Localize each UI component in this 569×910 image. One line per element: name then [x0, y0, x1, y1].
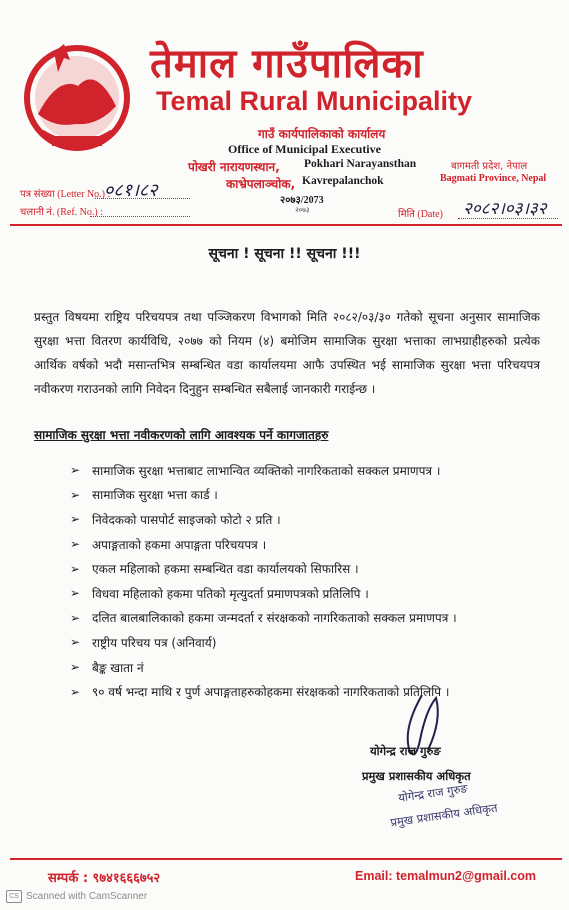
contact-number: सम्पर्क : ९७४१६६६७५२	[48, 871, 161, 886]
signatory-name: योगेन्द्र राज गुरुङ	[370, 744, 441, 758]
address-en: Pokhari Narayansthan	[304, 158, 417, 170]
header-divider	[10, 224, 562, 226]
province-en: Bagmati Province, Nepal	[440, 173, 547, 184]
list-item: ➢ निवेदकको पासपोर्ट साइजको फोटो २ प्रति ।	[70, 512, 281, 527]
list-item: ➢ अपाङ्गताको हकमा अपाङ्गता परिचयपत्र ।	[70, 537, 267, 552]
notice-heading: सूचना ! सूचना !! सूचना !!!	[208, 246, 361, 262]
list-item: ➢ बैङ्क खाता नं	[70, 660, 144, 675]
contact-email: Email: temalmun2@gmail.com	[355, 869, 536, 883]
signatory-title: प्रमुख प्रशासकीय अधिकृत	[362, 769, 471, 783]
documents-list	[70, 458, 457, 704]
municipality-title-en: Temal Rural Municipality	[156, 86, 473, 116]
arrow-bullet-icon: ➢	[70, 487, 81, 502]
documents-list-heading: सामाजिक सुरक्षा भत्ता नवीकरणको लागि आवश्यक पर्ने कागजातहरु	[34, 428, 329, 442]
stamp-title: प्रमुख प्रशासकीय अधिकृत	[389, 800, 499, 830]
footer-divider	[10, 858, 562, 860]
arrow-bullet-icon: ➢	[70, 684, 81, 699]
list-item: ➢ सामाजिक सुरक्षा भत्ताबाट लाभान्वित व्यक्तिको नागरिकताको सक्कल प्रमाणपत्र ।	[70, 463, 441, 478]
district-en: Kavrepalanchok	[302, 175, 384, 187]
list-item: ➢ विधवा महिलाको हकमा पतिको मृत्युदर्ता प्रमाणपत्रको प्रतिलिपि ।	[70, 586, 369, 601]
list-item: ➢ ९० वर्ष भन्दा माथि र पुर्ण अपाङ्गताहरुकोहकमा संरक्षकको नागरिकताको प्रतिलिपि ।	[70, 684, 450, 700]
district-np: काभ्रेपलाञ्चोक,	[226, 177, 296, 191]
arrow-bullet-icon: ➢	[70, 586, 81, 601]
arrow-bullet-icon: ➢	[70, 610, 81, 625]
office-name-en: Office of Municipal Executive	[228, 142, 381, 156]
list-item: ➢ एकल महिलाको हकमा सम्बन्धित वडा कार्यालयको सिफारिस ।	[70, 561, 359, 577]
establishment-year-small: २०७३	[295, 206, 310, 214]
camscanner-icon: CS	[6, 890, 22, 903]
list-item: ➢ दलित बालबालिकाको हकमा जन्मदर्ता र संरक्षकको नागरिकताको सक्कल प्रमाणपत्र ।	[70, 610, 457, 626]
municipality-title-np: तेमाल गाउँपालिका	[150, 41, 424, 87]
scanner-text: Scanned with CamScanner	[26, 891, 148, 902]
date-value: २०८२।०३।३२	[463, 199, 547, 219]
arrow-bullet-icon: ➢	[70, 635, 81, 650]
arrow-bullet-icon: ➢	[70, 463, 81, 478]
notice-body: प्रस्तुत विषयमा राष्ट्रिय परिचयपत्र तथा पञ्जिकरण विभागको मिति २०८२/०३/३० गतेको सूचना अनुसार सामाजिक सुरक्षा भत्ता वितरण कार्यविधि, २०७७ को नियम (४) बमोजिम सामाजिक सुरक्षा भत्ताका लाभग्राहीहरुको प्रत्येक आर्थिक वर्षको भदौ मसान्तभित्र सम्बन्धित वडा कार्यालयमा आफै उपस्थित भई सामाजिक सुरक्षा भत्ता परिचयपत्र नवीकरण गराउनको लागि निवेदन दिनुहुन सम्बन्धित सबैलाई जानकारी गराईन्छ ।	[34, 310, 540, 396]
list-item: ➢ राष्ट्रीय परिचय पत्र (अनिवार्य)	[70, 635, 217, 650]
arrow-bullet-icon: ➢	[70, 512, 81, 527]
stamp-name: योगेन्द्र राज गुरुङ	[397, 781, 469, 805]
ref-number-line	[90, 216, 190, 217]
arrow-bullet-icon: ➢	[70, 660, 81, 675]
letter-number-value: ०८१।८२	[104, 180, 158, 201]
office-name-np: गाउँ कार्यपालिकाको कार्यालय	[258, 127, 386, 141]
arrow-bullet-icon: ➢	[70, 561, 81, 576]
province-np: बागमती प्रदेश, नेपाल	[451, 161, 528, 172]
list-item: ➢ सामाजिक सुरक्षा भत्ता कार्ड ।	[70, 487, 218, 503]
nepal-emblem-icon	[18, 36, 136, 154]
address-np: पोखरी नारायणस्थान,	[188, 160, 280, 174]
scanner-watermark	[6, 890, 147, 903]
letter-number-label: पत्र संख्या (Letter No.) :	[20, 189, 111, 200]
date-label: मिति (Date)	[398, 209, 443, 220]
establishment-year: २०७३/2073	[280, 195, 324, 206]
arrow-bullet-icon: ➢	[70, 537, 81, 552]
ref-number-label: चलानी नं. (Ref. No.) :	[20, 207, 104, 218]
